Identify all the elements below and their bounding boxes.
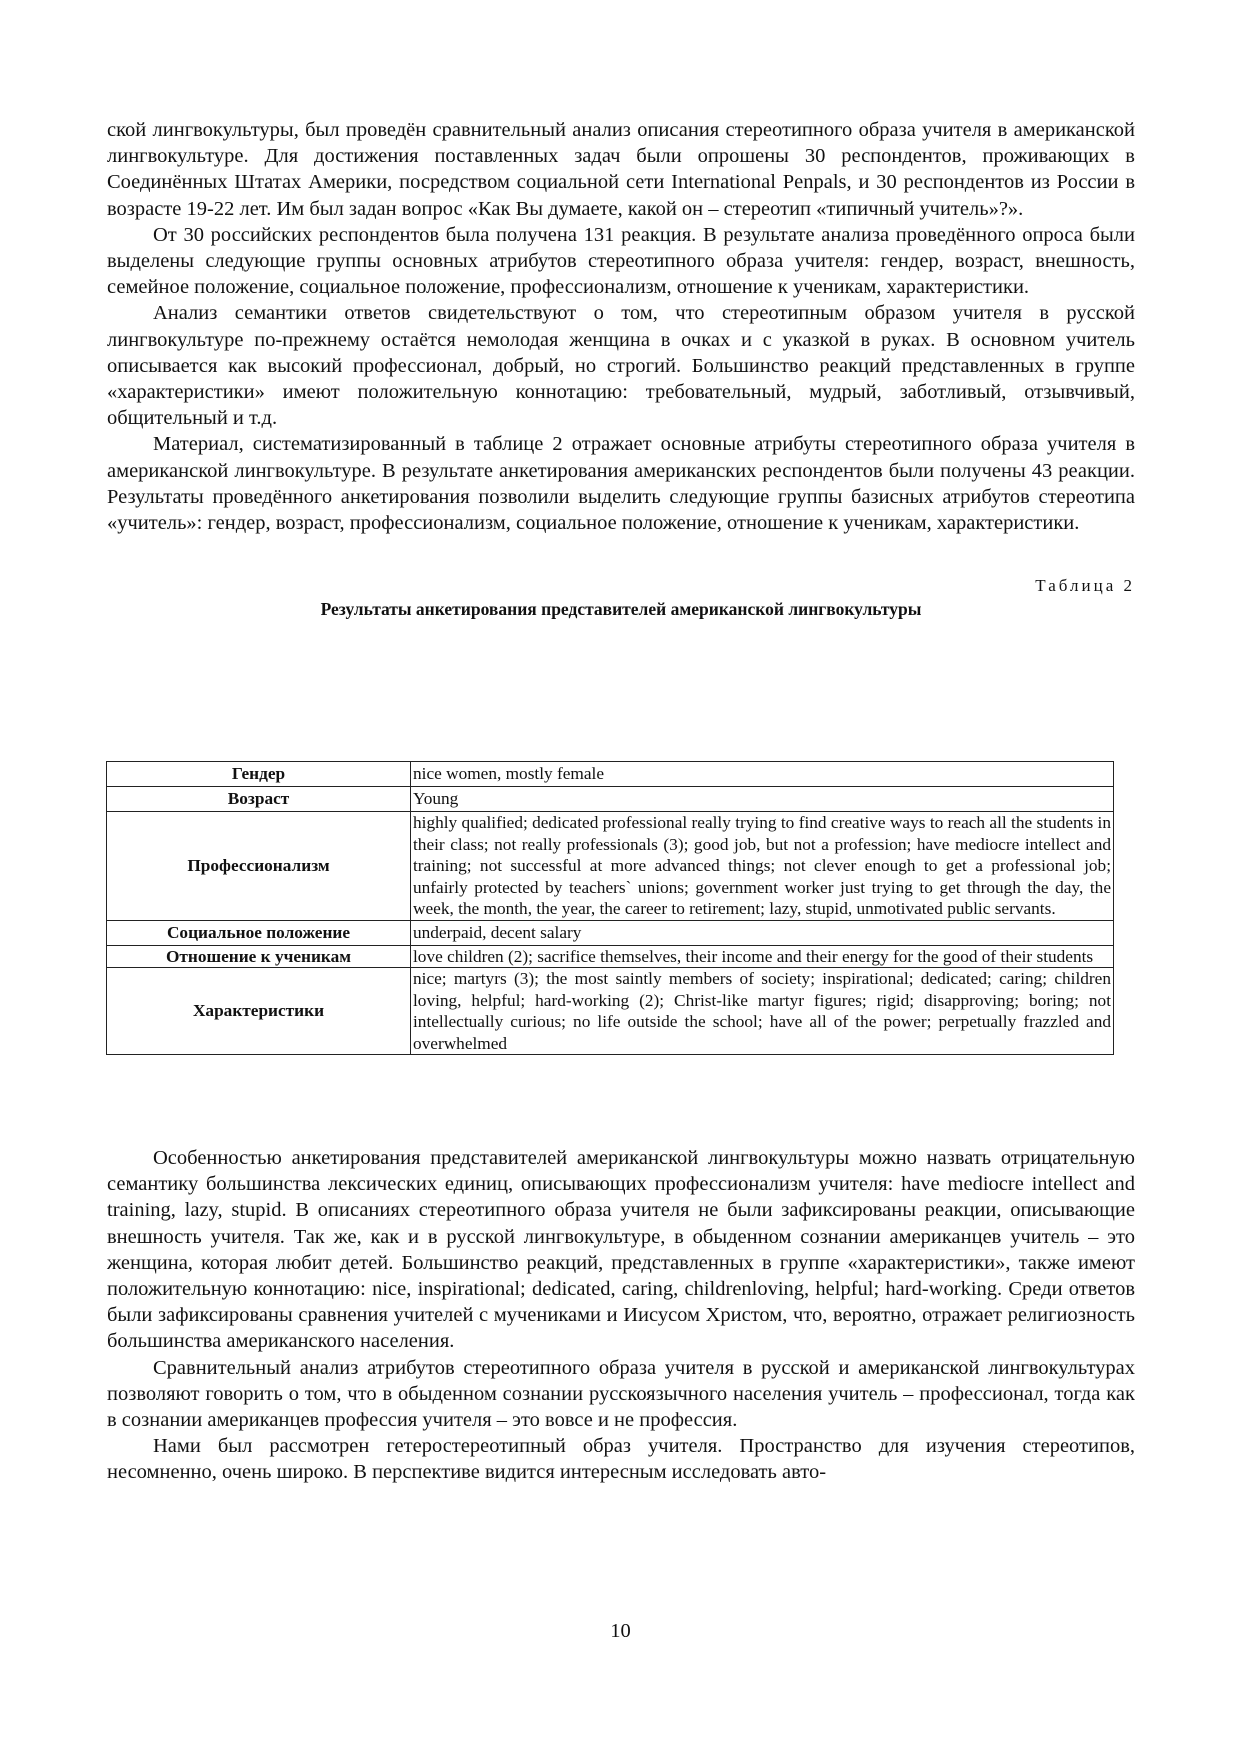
table-label: Таблица 2 [1035,576,1135,596]
table-row [107,812,1114,921]
table-row [107,762,1114,787]
table-row [107,945,1114,968]
row-value: Young [411,787,1114,812]
table-row [107,968,1114,1055]
row-key: Профессионализм [107,812,411,921]
row-key: Социальное положение [107,920,411,945]
paragraph-heterostereotype: Нами был рассмотрен гетеростереотипный образ учителя. Пространство для изучения стереотипов, несомненно, очень широко. В перспективе видится интересным исследовать авто- [107,1435,1135,1484]
upper-text [107,117,1135,620]
table-row [107,787,1114,812]
row-key: Возраст [107,787,411,812]
page-number: 10 [610,1620,631,1642]
row-value: underpaid, decent salary [411,920,1114,945]
lower-text [107,1145,1135,1486]
paragraph-russian-results: От 30 российских респондентов была получена 131 реакция. В результате анализа проведённого опроса были выделены следующие группы основных атрибутов стереотипного образа учителя: гендер, возраст, внешность, семейное положение, социальное положение, профессионализм, отношение к ученикам, характеристики. [107,223,1135,299]
row-key: Отношение к ученикам [107,945,411,968]
row-value: love children (2); sacrifice themselves, their income and their energy for the good of their students [411,945,1114,968]
table-row [107,920,1114,945]
paragraph-semantic-analysis: Анализ семантики ответов свидетельствуют о том, что стереотипным образом учителя в русской лингвокультуре по-прежнему остаётся немолодая женщина в очках и с указкой в руках. В основном учитель описывается как высокий профессионал, добрый, но строгий. Большинство реакций представленных в группе «характеристики» имеют положительную коннотацию: требовательный, мудрый, заботливый, отзывчивый, общительный и т.д. [107,302,1135,430]
table-title: Результаты анкетирования представителей американской лингвокультуры [320,599,922,620]
paragraph-continuation: ской лингвокультуры, был проведён сравнительный анализ описания стереотипного образа учителя в американской лингвокультуре. Для достижения поставленных задач были опрошены 30 респондентов, проживающих в Соединённых Штатах Америки, посредством социальной сети International Penpals, и 30 респондентов из России в возрасте 19-22 лет. Им был задан вопрос «Как Вы думаете, какой он – стереотип «типичный учитель»?». [107,119,1135,220]
paragraph-american-material: Материал, систематизированный в таблице 2 отражает основные атрибуты стереотипного образа учителя в американской лингвокультуре. В результате анкетирования американских респондентов были получены 43 реакции. Результаты проведённого анкетирования позволили выделить следующие группы базисных атрибутов стереотипа «учитель»: гендер, возраст, профессионализм, социальное положение, отношение к ученикам, характеристики. [107,433,1135,535]
paragraph-american-features: Особенностью анкетирования представителей американской лингвокультуры можно назвать отрицательную семантику большинства лексических единиц, описывающих профессионализм учителя: have mediocre intellect and training, lazy, stupid. В описаниях стереотипного образа учителя не были зафиксированы реакции, описывающие внешность учителя. Так же, как и в русской лингвокультуре, в обыденном сознании американцев учитель – это женщина, которая любит детей. Большинство реакций, представленных в группе «характеристики», также имеют положительную коннотацию: nice, inspirational; dedicated, caring, childrenloving, helpful; hard-working. Среди ответов были зафиксированы сравнения учителей с мучениками и Иисусом Христом, что, вероятно, отражает религиозность большинства американского населения. [107,1147,1135,1353]
row-key: Гендер [107,762,411,787]
results-table [106,761,1114,1055]
row-value: highly qualified; dedicated professional really trying to find creative ways to reach all the students in their class; not really professionals (3); good job, but not a profession; have mediocre intellect and training; not successful at more advanced things; not clever enough to get a professional job; unfairly protected by teachers` unions; government worker just trying to get through the day, the week, the month, the year, the career to retirement; lazy, stupid, unmotivated public servants. [411,812,1114,921]
row-value: nice women, mostly female [411,762,1114,787]
row-key: Характеристики [107,968,411,1055]
paragraph-comparative-analysis: Сравнительный анализ атрибутов стереотипного образа учителя в русской и американской лингвокультурах позволяют говорить о том, что в обыденном сознании русскоязычного населения учитель – профессионал, тогда как в сознании американцев профессия учителя – это вовсе и не профессия. [107,1356,1135,1432]
row-value: nice; martyrs (3); the most saintly members of society; inspirational; dedicated; caring; children loving, helpful; hard-working (2); Christ-like martyr figures; rigid; disapproving; boring; not intellectually curious; no life outside the school; have all of the power; perpetually frazzled and overwhelmed [411,968,1114,1055]
